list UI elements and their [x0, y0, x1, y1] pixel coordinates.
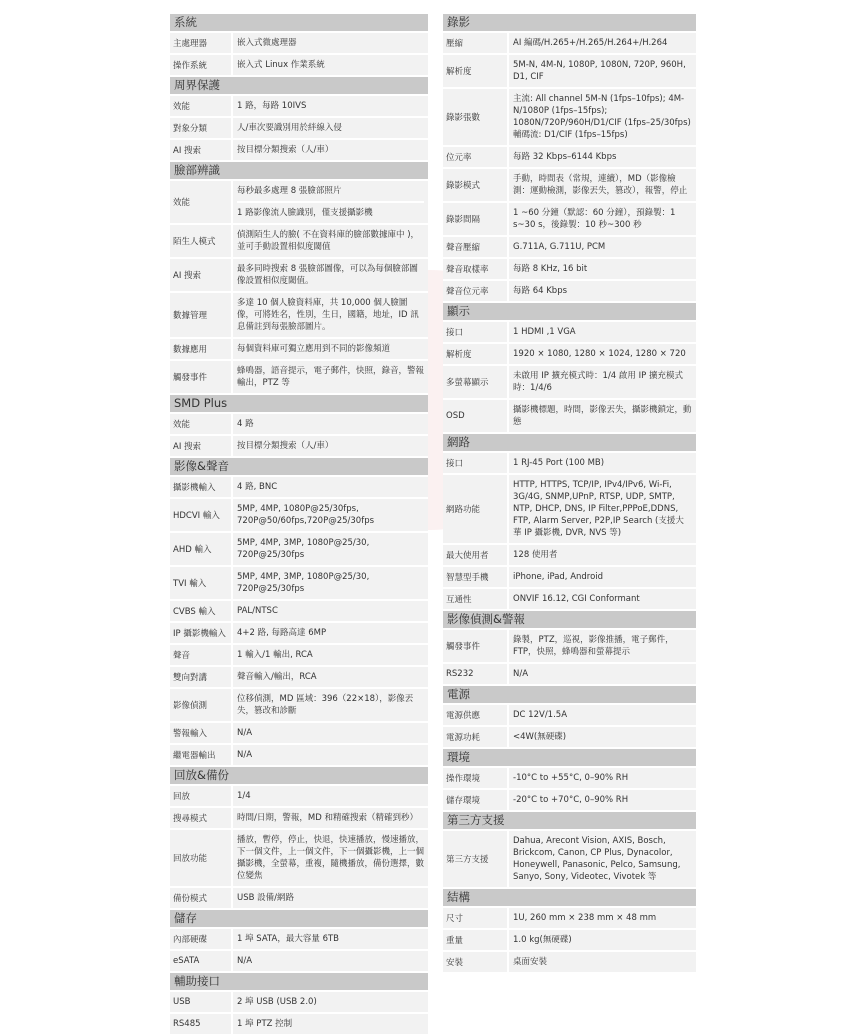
spec-row	[443, 453, 696, 475]
spec-value	[233, 623, 428, 643]
section-header: 第三方支援	[443, 812, 696, 831]
spec-value-text: 每路 8 KHz, 16 bit	[513, 264, 588, 274]
spec-value-text: 手動，時間表（常規，連續），MD（影像檢測：運動檢測，影像丟失，篡改），報警，停止	[513, 174, 688, 196]
spec-value	[233, 259, 428, 291]
spec-value	[509, 831, 696, 887]
spec-label: OSD	[443, 400, 509, 432]
spec-value-text: USB 設備/網路	[237, 893, 295, 903]
spec-value-text: 4+2 路, 每路高達 6MP	[237, 628, 327, 638]
spec-row	[170, 567, 428, 601]
section-header: 顯示	[443, 303, 696, 322]
spec-value	[509, 344, 696, 364]
section-header: 網路	[443, 434, 696, 453]
spec-row	[443, 475, 696, 545]
spec-value	[233, 225, 428, 257]
spec-label: 解析度	[443, 55, 509, 87]
spec-label: AI 搜索	[170, 436, 233, 456]
spec-value-text: Dahua, Arecont Vision, AXIS, Bosch, Brickcom, Canon, CP Plus, Dynacolor, Honeywell, Panasonic, Pelco, Samsung, Sanyo, Sony, Videotec, Vivotek 等	[513, 836, 681, 882]
spec-value-text: 每個資料庫可獨立應用到不同的影像頻道	[237, 344, 391, 354]
spec-row	[170, 436, 428, 458]
spec-row	[170, 499, 428, 533]
spec-value	[509, 400, 696, 432]
spec-value-text: 1920 × 1080, 1280 × 1024, 1280 × 720	[513, 349, 686, 359]
spec-row	[170, 786, 428, 808]
spec-value	[509, 630, 696, 662]
spec-label: 搜尋模式	[170, 808, 233, 828]
spec-value-text: 嵌入式微處理器	[237, 38, 297, 48]
spec-column-right	[443, 14, 696, 974]
spec-label: 雙向對講	[170, 667, 233, 687]
spec-value	[233, 667, 428, 687]
spec-value-text: 2 埠 USB (USB 2.0)	[237, 997, 317, 1007]
spec-label: TVI 輸入	[170, 567, 233, 599]
spec-row	[170, 96, 428, 118]
spec-value	[233, 723, 428, 743]
spec-label: 互通性	[443, 589, 509, 609]
spec-label: 聲音位元率	[443, 281, 509, 301]
section-header: 影像偵測&警報	[443, 611, 696, 630]
spec-row	[170, 645, 428, 667]
spec-value	[509, 475, 696, 543]
spec-value	[509, 259, 696, 279]
spec-value-text: 攝影機標題，時間，影像丟失，攝影機鎖定，動態	[513, 405, 692, 427]
spec-label: IP 攝影機輸入	[170, 623, 233, 643]
spec-row	[170, 745, 428, 767]
spec-value	[233, 477, 428, 497]
spec-value-text: DC 12V/1.5A	[513, 710, 568, 720]
spec-label: 效能	[170, 414, 233, 434]
spec-value-text: 偵測陌生人的臉( 不在資料庫的臉部數據庫中 )，並可手動設置相似度閾值	[237, 230, 420, 252]
spec-row	[443, 831, 696, 889]
spec-value-text: 聲音輸入/輸出，RCA	[237, 672, 317, 682]
section-header: 回放&備份	[170, 767, 428, 786]
spec-value	[233, 414, 428, 434]
spec-value-text: 每路 32 Kbps–6144 Kbps	[513, 152, 617, 162]
spec-label: CVBS 輸入	[170, 601, 233, 621]
spec-label: 電源功耗	[443, 727, 509, 747]
spec-value-text: 未啟用 IP 擴充模式時：1/4 啟用 IP 擴充模式時：1/4/6	[513, 371, 683, 393]
spec-label: 聲音取樣率	[443, 259, 509, 279]
spec-row	[443, 790, 696, 812]
spec-label: 主處理器	[170, 33, 233, 53]
spec-value-text: 蜂鳴器，語音提示，電子郵件，快照，錄音，警報輸出，PTZ 等	[237, 366, 425, 388]
spec-label: 壓縮	[443, 33, 509, 53]
spec-row	[170, 723, 428, 745]
spec-value	[509, 545, 696, 565]
spec-value	[233, 992, 428, 1012]
spec-row	[443, 344, 696, 366]
spec-label: 影像偵測	[170, 689, 233, 721]
spec-row	[170, 181, 428, 225]
spec-value-text: 5MP, 4MP, 3MP, 1080P@25/30, 720P@25/30fps	[237, 538, 370, 560]
spec-row	[443, 630, 696, 664]
spec-row	[443, 664, 696, 686]
spec-value-text: HTTP, HTTPS, TCP/IP, IPv4/IPv6, Wi-Fi, 3G/4G, SNMP,UPnP, RTSP, UDP, SMTP, NTP, DHCP, DNS, IP Filter,PPPoE,DDNS, FTP, Alarm Server, P2P,IP Search (支援大華 IP 攝影機, DVR, NVS 等)	[513, 480, 684, 538]
spec-value-text: 1 埠 SATA，最大容量 6TB	[237, 934, 340, 944]
spec-value-text: 多達 10 個人臉資料庫，共 10,000 個人臉圖像，可將姓名，性別，生日，國籍，地址，ID 訊息備註到每張臉部圖片。	[237, 298, 419, 332]
spec-row	[443, 400, 696, 434]
spec-value-text: 每路 64 Kbps	[513, 286, 568, 296]
section-header: SMD Plus	[170, 395, 428, 414]
spec-row	[443, 545, 696, 567]
spec-value	[233, 533, 428, 565]
spec-row	[443, 281, 696, 303]
spec-row	[170, 55, 428, 77]
spec-value-text: N/A	[237, 728, 253, 738]
spec-value-text: 每秒最多處理 8 張臉部照片	[237, 186, 342, 196]
spec-value	[233, 96, 428, 116]
spec-value	[509, 281, 696, 301]
section-header: 影像&聲音	[170, 458, 428, 477]
spec-value-text: 1 輸入/1 輸出, RCA	[237, 650, 313, 660]
section-header: 系統	[170, 14, 428, 33]
spec-value-text: 最多同時搜索 8 張臉部圖像，可以為每個臉部圖像設置相似度閾值。	[237, 264, 418, 286]
spec-row	[170, 623, 428, 645]
spec-value	[509, 930, 696, 950]
spec-value	[509, 203, 696, 235]
spec-row	[443, 147, 696, 169]
spec-value	[233, 689, 428, 721]
spec-value-text: 嵌入式 Linux 作業系統	[237, 60, 325, 70]
spec-value-text: 1 ~60 分鐘（默認：60 分鐘），預錄製：1 s~30 s，後錄製：10 秒~300 秒	[513, 208, 676, 230]
spec-label: 內部硬碟	[170, 929, 233, 949]
spec-value	[233, 951, 428, 971]
spec-label: 位元率	[443, 147, 509, 167]
spec-row	[170, 140, 428, 162]
spec-value	[509, 908, 696, 928]
spec-label: 攝影機輸入	[170, 477, 233, 497]
spec-label: 聲音壓縮	[443, 237, 509, 257]
spec-value	[509, 237, 696, 257]
spec-value-text: 4 路	[237, 419, 254, 429]
spec-value-text: G.711A, G.711U, PCM	[513, 242, 606, 252]
spec-label: eSATA	[170, 951, 233, 971]
spec-label: USB	[170, 992, 233, 1012]
spec-label: 數據應用	[170, 339, 233, 359]
spec-value-text: 桌面安裝	[513, 957, 548, 967]
spec-label: 網路功能	[443, 475, 509, 543]
spec-value	[509, 727, 696, 747]
spec-value-text: 128 使用者	[513, 550, 558, 560]
spec-label: 操作環境	[443, 768, 509, 788]
spec-row	[170, 689, 428, 723]
spec-label: 錄影模式	[443, 169, 509, 201]
spec-value	[509, 366, 696, 398]
spec-label: 多螢幕顯示	[443, 366, 509, 398]
spec-label: AI 搜索	[170, 259, 233, 291]
spec-value-text: 按目標分類搜索（人/車）	[237, 145, 334, 155]
spec-label: 操作系統	[170, 55, 233, 75]
spec-value	[233, 436, 428, 456]
spec-row	[170, 533, 428, 567]
spec-label: 繼電器輸出	[170, 745, 233, 765]
spec-value-text: 1U, 260 mm × 238 mm × 48 mm	[513, 913, 657, 923]
spec-label: AHD 輸入	[170, 533, 233, 565]
spec-label: 陌生人模式	[170, 225, 233, 257]
spec-row	[170, 225, 428, 259]
spec-label: 錄影間隔	[443, 203, 509, 235]
section-header: 電源	[443, 686, 696, 705]
spec-value-text: -20°C to +70°C, 0–90% RH	[513, 795, 629, 805]
spec-value	[233, 33, 428, 53]
spec-row	[170, 888, 428, 910]
spec-label: 尺寸	[443, 908, 509, 928]
spec-row	[170, 951, 428, 973]
spec-label: 第三方支援	[443, 831, 509, 887]
spec-row	[170, 414, 428, 436]
spec-row	[443, 322, 696, 344]
spec-value	[233, 786, 428, 806]
spec-value	[509, 567, 696, 587]
spec-value	[233, 499, 428, 531]
spec-value	[509, 55, 696, 87]
spec-label: 儲存環境	[443, 790, 509, 810]
spec-value	[509, 768, 696, 788]
spec-row	[170, 339, 428, 361]
spec-value	[233, 567, 428, 599]
spec-value-text: 主流: All channel 5M-N (1fps–10fps); 4M-N/1080P (1fps–15fps); 1080N/720P/960H/D1/CIF (1fps–25/30fps) 輔碼流: D1/CIF (1fps–15fps)	[513, 94, 691, 140]
section-header: 臉部辨識	[170, 162, 428, 181]
spec-label: 警報輸入	[170, 723, 233, 743]
spec-row	[443, 727, 696, 749]
spec-value	[233, 808, 428, 828]
section-header: 結構	[443, 889, 696, 908]
spec-value	[509, 664, 696, 684]
spec-row	[170, 808, 428, 830]
spec-row	[443, 203, 696, 237]
spec-value-text: AI 編碼/H.265+/H.265/H.264+/H.264	[513, 38, 668, 48]
spec-value-text: 位移偵測，MD 區域：396（22×18），影像丟失，篡改和診斷	[237, 694, 414, 716]
spec-value-text: ONVIF 16.12, CGI Conformant	[513, 594, 640, 604]
spec-row	[443, 366, 696, 400]
spec-row	[170, 33, 428, 55]
spec-row	[170, 477, 428, 499]
spec-row	[170, 830, 428, 888]
spec-row	[170, 259, 428, 293]
spec-value-text: 5M-N, 4M-N, 1080P, 1080N, 720P, 960H, D1, CIF	[513, 60, 686, 82]
spec-label: 回放	[170, 786, 233, 806]
spec-value-text: N/A	[237, 750, 253, 760]
spec-label: 回放功能	[170, 830, 233, 886]
spec-value-text: 1.0 kg(無硬碟)	[513, 935, 572, 945]
spec-value	[233, 888, 428, 908]
spec-label: 最大使用者	[443, 545, 509, 565]
spec-value-text: 1 埠 PTZ 控制	[237, 1019, 293, 1029]
section-header: 錄影	[443, 14, 696, 33]
section-header: 輔助接口	[170, 973, 428, 992]
spec-value-text: 1 HDMI ,1 VGA	[513, 327, 576, 337]
spec-label: 對象分類	[170, 118, 233, 138]
spec-label: HDCVI 輸入	[170, 499, 233, 531]
spec-row	[443, 169, 696, 203]
spec-row	[170, 118, 428, 140]
spec-row	[170, 293, 428, 339]
spec-value	[233, 339, 428, 359]
spec-row	[443, 55, 696, 89]
spec-value-text: iPhone, iPad, Android	[513, 572, 604, 582]
spec-row	[170, 361, 428, 395]
spec-row	[443, 705, 696, 727]
spec-label: 聲音	[170, 645, 233, 665]
spec-value-text: 5MP, 4MP, 1080P@25/30fps, 720P@50/60fps,720P@25/30fps	[237, 504, 375, 526]
section-header: 環境	[443, 749, 696, 768]
spec-row	[443, 908, 696, 930]
spec-value	[509, 147, 696, 167]
spec-row	[443, 89, 696, 147]
spec-value-text: 1/4	[237, 791, 251, 801]
spec-value	[509, 322, 696, 342]
spec-value-text: -10°C to +55°C, 0–90% RH	[513, 773, 629, 783]
spec-label: RS485	[170, 1014, 233, 1034]
section-header: 周界保護	[170, 77, 428, 96]
spec-value-text: 1 路，每路 10IVS	[237, 101, 307, 111]
spec-row	[443, 237, 696, 259]
spec-value	[509, 790, 696, 810]
spec-label: 智慧型手機	[443, 567, 509, 587]
spec-value	[233, 140, 428, 160]
spec-value-text: N/A	[513, 669, 529, 679]
spec-value	[233, 361, 428, 393]
spec-value-text: 錄製，PTZ，巡視，影像推播，電子郵件，FTP，快照，蜂鳴器和螢幕提示	[513, 635, 674, 657]
spec-value	[509, 952, 696, 972]
spec-value	[509, 589, 696, 609]
spec-row	[443, 259, 696, 281]
spec-label: 觸發事件	[170, 361, 233, 393]
spec-value	[233, 1014, 428, 1034]
section-header: 儲存	[170, 910, 428, 929]
spec-value	[233, 929, 428, 949]
spec-value-text: 4 路, BNC	[237, 482, 278, 492]
spec-row	[443, 33, 696, 55]
spec-row	[443, 952, 696, 974]
spec-label: RS232	[443, 664, 509, 684]
spec-row	[170, 992, 428, 1014]
spec-label: 備份模式	[170, 888, 233, 908]
spec-value-text: 1 RJ-45 Port (100 MB)	[513, 458, 605, 468]
spec-value	[233, 830, 428, 886]
spec-value	[233, 645, 428, 665]
spec-value	[233, 601, 428, 621]
spec-value-text: PAL/NTSC	[237, 606, 278, 616]
spec-label: AI 搜索	[170, 140, 233, 160]
spec-label: 效能	[170, 96, 233, 116]
spec-value-text: 時間/日期，警報，MD 和精確搜索（精確到秒）	[237, 813, 418, 823]
spec-value	[233, 181, 428, 223]
spec-label: 解析度	[443, 344, 509, 364]
spec-value	[233, 293, 428, 337]
spec-label: 效能	[170, 181, 233, 223]
spec-label: 數據管理	[170, 293, 233, 337]
spec-value	[233, 55, 428, 75]
spec-value	[509, 453, 696, 473]
spec-value-text: 按目標分類搜索（人/車）	[237, 441, 334, 451]
spec-value-text: N/A	[237, 956, 253, 966]
spec-value	[509, 89, 696, 145]
spec-row	[443, 567, 696, 589]
spec-value	[509, 705, 696, 725]
spec-row	[170, 1014, 428, 1036]
spec-value-text: 播放，暫停，停止，快退，快速播放，慢速播放，下一個文件，上一個文件，下一個攝影機，上一個攝影機，全螢幕，重複，隨機播放，備份選擇，數位變焦	[237, 835, 425, 881]
spec-value	[233, 745, 428, 765]
spec-row	[443, 930, 696, 952]
spec-label: 安裝	[443, 952, 509, 972]
spec-value-text: <4W(無硬碟)	[513, 732, 567, 742]
spec-row	[443, 589, 696, 611]
spec-label: 接口	[443, 453, 509, 473]
spec-value-text: 5MP, 4MP, 3MP, 1080P@25/30, 720P@25/30fps	[237, 572, 370, 594]
spec-label: 重量	[443, 930, 509, 950]
spec-column-left	[170, 14, 428, 1036]
spec-row	[170, 667, 428, 689]
spec-label: 觸發事件	[443, 630, 509, 662]
spec-row	[170, 601, 428, 623]
spec-value-text: 人/車次要識別用於絆線入侵	[237, 123, 342, 133]
spec-value	[233, 118, 428, 138]
spec-label: 接口	[443, 322, 509, 342]
spec-value-text: 1 路影像流人臉識別，僅支援攝影機	[237, 201, 424, 221]
spec-value	[509, 33, 696, 53]
spec-label: 錄影張數	[443, 89, 509, 145]
spec-value	[509, 169, 696, 201]
spec-row	[170, 929, 428, 951]
spec-row	[443, 768, 696, 790]
spec-label: 電源供應	[443, 705, 509, 725]
